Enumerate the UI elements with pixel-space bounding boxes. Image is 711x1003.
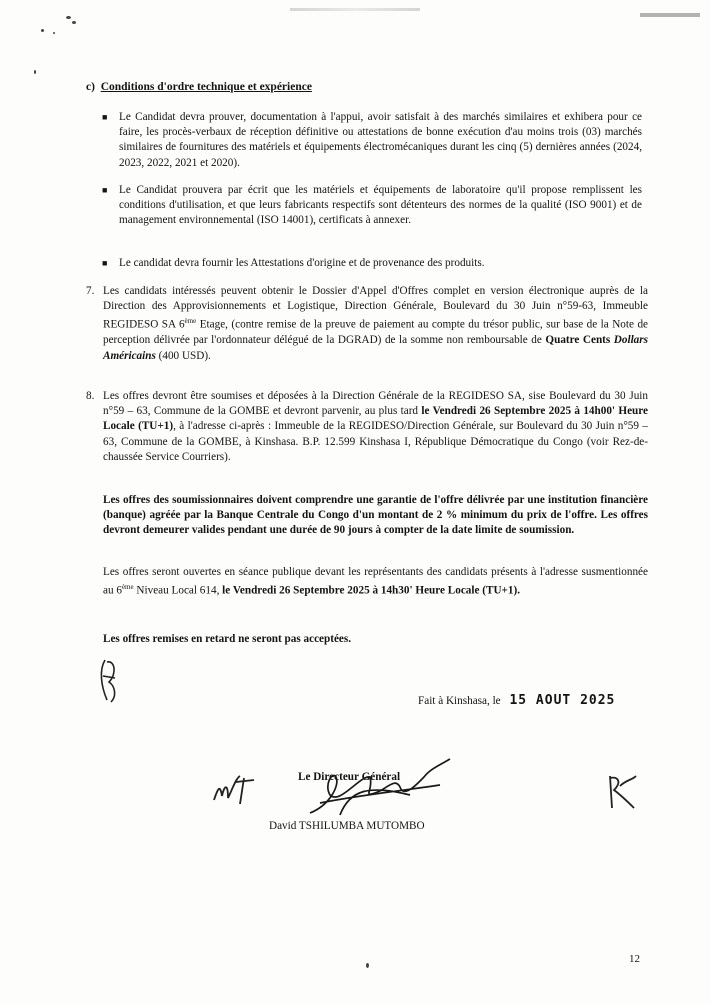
scan-speck	[66, 16, 71, 19]
initials-signature-middle	[210, 770, 260, 810]
item-8-paragraph-1: Les offres devront être soumises et déposées à la Direction Générale de la REGIDESO SA, sise Boulevard du 30 Juin n°59 – 63, Commune de la GOMBE et devront parvenir, au plus tard le Vendredi 26 Septembre 2025 à 14h00' Heure Locale (TU+1), à l'adresse ci-après : Immeuble de la REGIDESO/Direction Générale, sur Boulevard du 30 Juin n°59 – 63, Commune de la GOMBE, à Kinshasa. B.P. 12.599 Kinshasa I, République Démocratique du Congo (voir Rez-de-chaussée Service Courriers).	[103, 390, 649, 463]
list-item	[102, 256, 642, 271]
initials-signature-left	[95, 656, 125, 704]
bullet-icon: ■	[102, 112, 108, 122]
scan-speck	[366, 963, 369, 968]
scan-speck	[72, 21, 76, 24]
item-8-paragraph-4: Les offres remises en retard ne seront pas acceptées.	[103, 633, 352, 645]
section-c-title: Conditions d'ordre technique et expérience	[100, 81, 312, 93]
director-title: Le Directeur Général	[298, 771, 401, 783]
item-8-paragraph-2: Les offres des soumissionnaires doivent comprendre une garantie de l'offre délivrée par une institution financière (banque) agréée par la Banque Centrale du Congo d'un montant de 2 % minimum du prix de l'offre. Les offres devront demeurer valides pendant une durée de 90 jours à compter de la date limite de soumission.	[103, 494, 648, 537]
bullet-text: Le Candidat devra prouver, documentation à l'appui, avoir satisfait à des marchés similaires et exhibera pour ce faire, les procès-verbaux de réception définitive ou attestations de bonne exécution d'au moins trois (03) marchés similaires de fournitures des matériels et équipements électromécaniques durant les cinq (5) dernières années (2024, 2023, 2022, 2021 et 2020).	[119, 111, 642, 169]
bullet-icon: ■	[102, 258, 108, 268]
date-stamp: 15 AOUT 2025	[509, 693, 616, 708]
bullet-icon: ■	[102, 185, 108, 195]
scan-speck	[53, 32, 55, 34]
item-7-text: Les candidats intéressés peuvent obtenir le Dossier d'Appel d'Offres complet en version électronique auprès de la Direction des Approvisionnements et Logistique, Direction Générale, Boulevard du 30 Juin n°59-63, Immeuble REGIDESO SA 6ème Etage, (contre remise de la preuve de paiement au compte du trésor public, sur base de la Note de perception délivrée par l'ordonnateur délégué de la DGRAD) de la somme non remboursable de Quatre Cents Dollars Américains (400 USD).	[103, 285, 649, 362]
bullet-text: Le Candidat prouvera par écrit que les matériels et équipements de laboratoire qu'il propose remplissent les conditions d'utilisation, et que leurs fabricants respectifs sont détenteurs des normes de la qualité (ISO 9001) et de management environnemental (ISO 14001), certificats à annexer.	[119, 184, 642, 227]
scan-speck	[41, 29, 44, 32]
numbered-item-7	[86, 284, 648, 364]
page-number: 12	[629, 953, 640, 965]
item-number: 8.	[86, 390, 95, 402]
director-signature	[300, 755, 460, 825]
list-item	[102, 183, 642, 229]
scan-corner-smudge	[640, 13, 700, 17]
section-c-marker: c)	[86, 81, 95, 93]
initials-signature-right	[604, 772, 640, 812]
item-8-paragraph-3: Les offres seront ouvertes en séance publique devant les représentants des candidats présents à l'adresse susmentionnée au 6ème Niveau Local 614, le Vendredi 26 Septembre 2025 à 14h30' Heure Locale (TU+1).	[103, 566, 648, 597]
scan-speck	[34, 70, 36, 74]
signatory-name: David TSHILUMBA MUTOMBO	[269, 820, 425, 832]
bullet-text: Le candidat devra fournir les Attestations d'origine et de provenance des produits.	[119, 257, 485, 269]
place-label: Fait à Kinshasa, le	[418, 695, 501, 707]
numbered-item-8	[86, 389, 648, 465]
list-item	[102, 110, 642, 171]
place-date-line	[418, 693, 615, 708]
item-number: 7.	[86, 285, 95, 297]
scan-header-smudge	[290, 8, 420, 11]
section-c-heading	[86, 81, 312, 93]
